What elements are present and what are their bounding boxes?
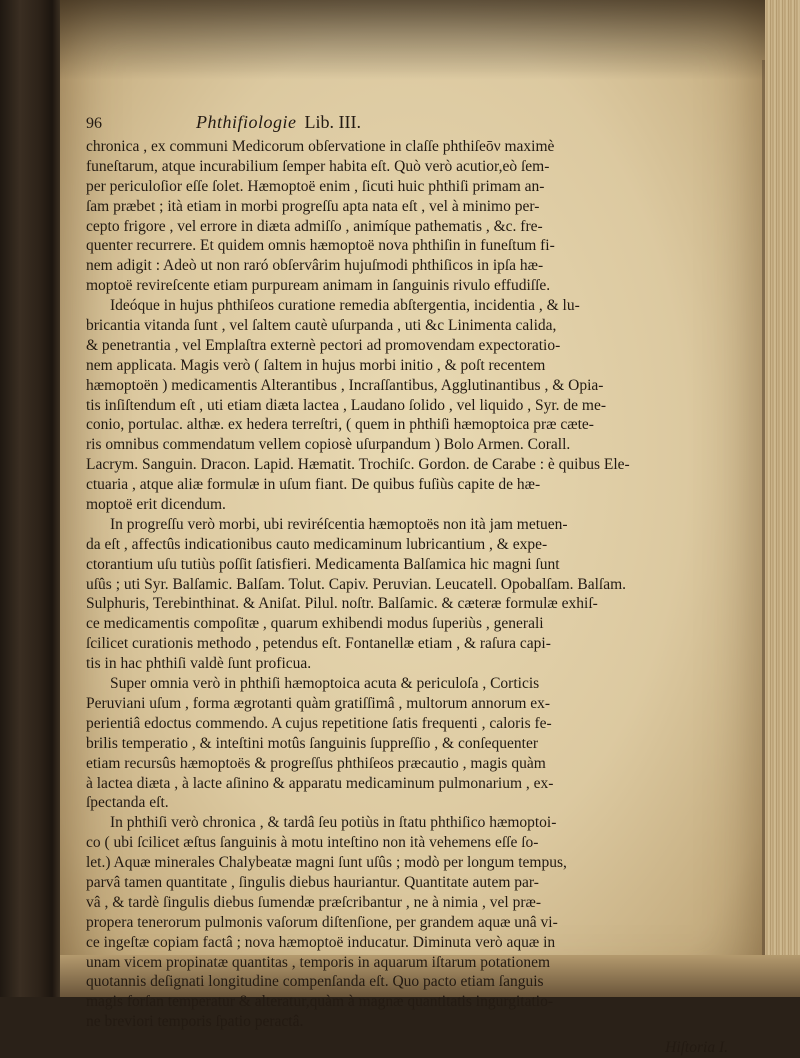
text-line: conio, portulac. althæ. ex hedera terreſtri, ( quem in phthiſi hæmoptoica præ cæte-	[86, 416, 594, 434]
text-line: ris omnibus commendatum vellem copiosè uſurpandum ) Bolo Armen. Corall.	[86, 436, 571, 454]
text-line: In progreſſu verò morbi, ubi reviréſcentia hæmoptoës non ità jam metuen-	[110, 515, 568, 533]
book-number: Lib. III.	[304, 112, 361, 132]
page-header	[86, 113, 748, 135]
text-line: chronica , ex communi Medicorum obſervatione in claſſe phthiſeōν maximè	[86, 138, 555, 155]
text-line: perientiâ edoctus commendo. A cujus repetitione ſatis frequenti , caloris fe-	[86, 714, 552, 732]
text-line: hæmoptoën ) medicamentis Alterantibus , Incraſſantibus, Agglutinantibus , & Opia-	[86, 376, 604, 394]
paragraph-1	[86, 137, 748, 296]
text-line: In phthiſi verò chronica , & tardâ ſeu potiùs in ſtatu phthiſico hæmoptoi-	[110, 814, 557, 832]
text-line: tis inſiſtendum eſt , uti etiam diæta lactea , Laudano ſolido , vel liquido , Syr. de me-	[86, 396, 607, 414]
paragraph-3	[86, 515, 748, 674]
text-line: nem applicata. Magis verò ( ſaltem in hujus morbi initio , & poſt recentem	[86, 356, 546, 374]
catchword: Hiſtoria I.	[665, 1039, 728, 1057]
text-line: ctorantium uſu tutiùs poſſit ſatisfieri. Medicamenta Balſamica hic magni ſunt	[86, 555, 560, 573]
text-line: magis forſan temperatur & alteratur,quàm à magnæ quantitatis ingurgitatio-	[86, 993, 553, 1011]
page-number: 96	[86, 115, 102, 132]
text-line: ce ingeſtæ copiam factâ ; nova hæmoptoë inducatur. Diminuta verò aquæ in	[86, 933, 556, 951]
text-line: etiam recursûs hæmoptoës & progreſſus phthiſeos præcautio , magis quàm	[86, 754, 546, 772]
running-head: Phthifiologie	[196, 112, 297, 132]
top-shadow	[60, 0, 765, 80]
text-line: quenter recurrere. Et quidem omnis hæmoptoë nova phthiſin in funeſtum fi-	[86, 237, 555, 255]
text-line: ſam præbet ; ità etiam in morbi progreſſu apta nata eſt , vel à minimo per-	[86, 197, 540, 215]
text-line: tis in hac phthiſi valdè ſunt proficua.	[86, 655, 312, 673]
text-line: Peruviani uſum , forma ægrotanti quàm gratiſſimâ , multorum annorum ex-	[86, 694, 551, 712]
text-line: ne breviori temporis ſpatio peractâ.	[86, 1013, 304, 1031]
paragraph-2	[86, 296, 748, 515]
text-line: moptoë revireſcente etiam purpuream animam in ſanguinis rivulo effudiſſe.	[86, 277, 551, 295]
page-edges-right	[765, 0, 800, 997]
text-line: funeſtarum, atque incurabilium ſemper habita eſt. Quò verò acutior,eò ſem-	[86, 157, 550, 175]
text-line: Sulphuris, Terebinthinat. & Aniſat. Pilul. noſtr. Balſamic. & cæteræ formulæ exhiſ-	[86, 595, 598, 613]
text-line: & penetrantia , vel Emplaſtra externè pectori ad promovendam expectoratio-	[86, 336, 561, 354]
text-line: da eſt , affectûs indicationibus cauto medicaminum lubricantium , & expe-	[86, 535, 548, 553]
paragraph-5	[86, 813, 748, 1032]
text-line: Super omnia verò in phthiſi hæmoptoica acuta & periculoſa , Corticis	[110, 675, 540, 693]
text-line: ce medicamentis compoſitæ , quarum exhibendi modus ſuperiùs , generali	[86, 615, 544, 633]
text-line: parvâ tamen quantitate , ſingulis diebus hauriantur. Quantitate autem par-	[86, 873, 539, 891]
text-line: vâ , & tardè ſingulis diebus ſumendæ præſcribantur , ne à nimia , vel præ-	[86, 893, 542, 911]
text-line: per periculoſior eſſe ſolet. Hæmoptoë enim , ſicuti huic phthiſi primam an-	[86, 177, 545, 195]
text-line: à lactea diæta , à lacte aſinino & apparatu medicaminum pulmonarium , ex-	[86, 774, 554, 792]
text-line: nem adigit : Adeò ut non raró obſervârim hujuſmodi phthiſicos in ipſa hæ-	[86, 257, 544, 275]
text-line: let.) Aquæ minerales Chalybeatæ magni ſunt uſûs ; modò per longum tempus,	[86, 854, 567, 872]
text-line: Lacrym. Sanguin. Dracon. Lapid. Hæmatit. Trochiſc. Gordon. de Carabe : è quibus Ele-	[86, 456, 630, 474]
text-line: moptoë erit dicendum.	[86, 496, 226, 514]
text-line: brilis temperatio , & inteſtini motûs ſanguinis ſuppreſſio , & conſequenter	[86, 734, 539, 752]
text-line: propera tenerorum pulmonis vaſorum diſtenſione, per grandem aquæ unâ vi-	[86, 913, 558, 931]
text-block	[86, 113, 748, 1058]
text-line: uſûs ; uti Syr. Balſamic. Balſam. Tolut. Capiv. Peruvian. Leucatell. Opobalſam. Balſam.	[86, 575, 627, 593]
text-line: co ( ubi ſcilicet æſtus ſanguinis à motu inteſtino non ità vehemens eſſe ſo-	[86, 834, 539, 852]
text-line: cepto frigore , vel errore in diæta admiſſo , animíque pathematis , &c. fre-	[86, 217, 543, 235]
paragraph-4	[86, 674, 748, 813]
text-line: ſpectanda eſt.	[86, 794, 169, 812]
text-line: Ideóque in hujus phthiſeos curatione remedia abſtergentia, incidentia , & lu-	[110, 297, 580, 315]
text-line: bricantia vitanda ſunt , vel ſaltem cautè uſurpanda , uti &c Linimenta calida,	[86, 317, 557, 335]
text-line: ctuaria , atque aliæ formulæ in uſum fiant. De quibus fuſiùs capite de hæ-	[86, 476, 541, 494]
text-line: quotannis deſignati longitudine compenſanda eſt. Quo pacto etiam ſanguis	[86, 973, 544, 991]
text-line: ſcilicet curationis methodo , petendus eſt. Fontanellæ etiam , & raſura capi-	[86, 635, 551, 653]
text-line: unam vicem propinatæ quantitas , temporis in aquarum iſtarum potationem	[86, 953, 551, 971]
